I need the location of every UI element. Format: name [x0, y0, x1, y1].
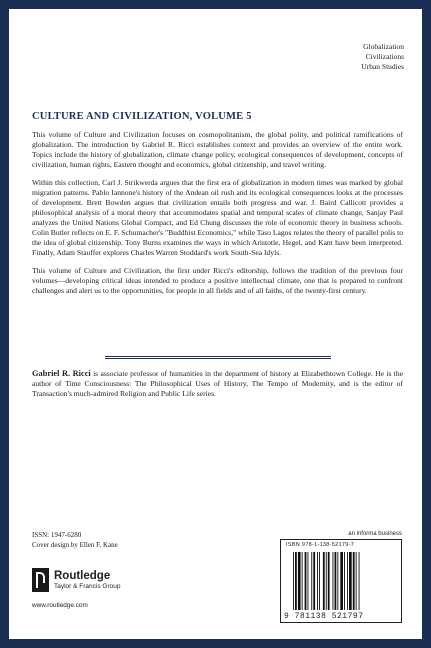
author-name: Gabriel R. Ricci [32, 369, 91, 378]
subject-categories [361, 42, 404, 72]
barcode-bars [293, 552, 393, 610]
description-paragraph: Within this collection, Carl J. Strikwerda argues that the first era of globalization in modern times was marked by global migration patterns. Pablo Iannone's history of the Andean oil rush and its ecological consequences looks at the processes of development. Brett Bowden argues that civilization entails both progress and war. J. Baird Callicott provides a philosophical analysis of a moral theory that accommodates spatial and temporal scales of climate change, Sanjay Paul analyzes the United Nations Global Compact, and Ed Chung discusses the role of economic theory in business schools. Colin Butler reflects on E. F. Schumacher's "Buddhist Economics," while Taso Lagos relates the theory of parallel polis to the idea of global citizenship. Tony Burns examines the ways in which Aristotle, Hegel, and Kant have been interpreted. Finally, Adam Stauffer explores Charles Warren Stoddard's work South-Sea Idyls. [32, 178, 403, 257]
category-label: Globalization [363, 42, 404, 51]
book-title: CULTURE AND CIVILIZATION, VOLUME 5 [32, 111, 252, 122]
author-bio-text: is associate professor of humanities in the department of history at Elizabethtown College. He is the author of Time Consciousness: The Philosophical Uses of History, The Tempo of Modernity, and is the editor of Transaction's much-admired Religion and Public Life series. [32, 369, 403, 398]
issn: ISSN: 1947-6280 [32, 531, 82, 539]
category-label: Civilizations [365, 52, 404, 61]
isbn-text: ISBN 978-1-138-52179-7 [286, 542, 355, 548]
publisher-logo [32, 568, 120, 592]
description [32, 130, 403, 304]
back-cover-panel [9, 9, 422, 639]
description-paragraph: This volume of Culture and Civilization, the first under Ricci's editorship, follows the tradition of the previous four volumes—developing critical ideas intended to produce a positive intellectual climate, one that is prepared to confront challenges and alert us to the opportunities, for people in all fields and of all faiths, of the twenty-first century. [32, 266, 403, 295]
informa-tagline: an informa business [348, 531, 402, 537]
author-bio [32, 369, 403, 399]
publisher-group: Taylor & Francis Group [54, 582, 121, 590]
publisher-url: www.routledge.com [32, 602, 88, 609]
routledge-logo-icon [32, 568, 49, 592]
issn-block [32, 530, 118, 550]
divider [105, 356, 331, 357]
barcode-block [280, 531, 402, 623]
description-paragraph: This volume of Culture and Civilization focuses on cosmopolitanism, the global polity, and political ramifications of globalization. The introduction by Gabriel R. Ricci establishes context and provides an overview of the entire work. Topics include the history of globalization, climate change policy, ecological consequences of development, concepts of civilization, human rights, Eastern thought and economics, global citizenship, and travel writing. [32, 130, 403, 169]
barcode [280, 539, 402, 623]
cover-credit: Cover design by Ellen F. Kane [32, 541, 118, 549]
publisher-name: Routledge [54, 569, 111, 582]
category-label: Urban Studies [361, 62, 404, 71]
barcode-digits: 9 781138 521797 [284, 612, 364, 621]
